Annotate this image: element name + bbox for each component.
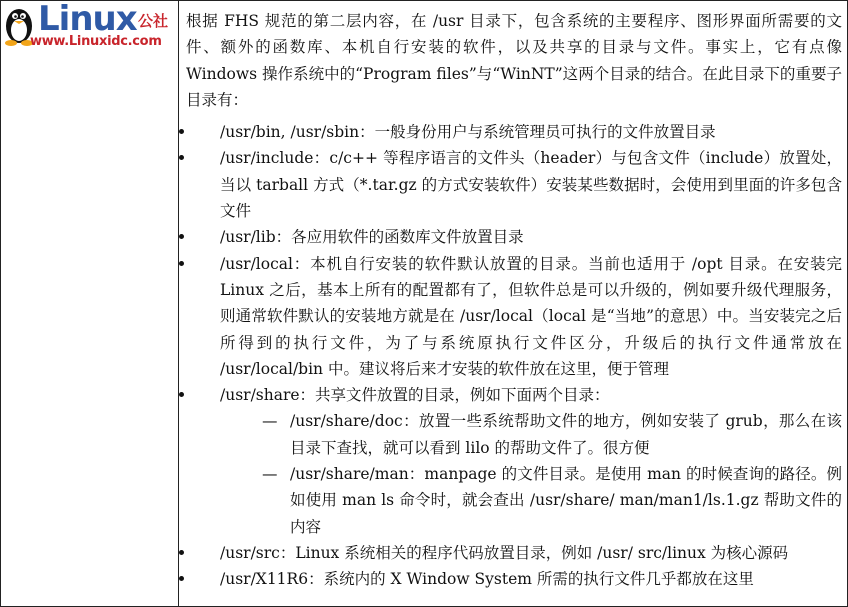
sub-list-item bbox=[250, 461, 842, 540]
logo-url: www.Linuxidc.com bbox=[30, 34, 162, 49]
list-item bbox=[186, 251, 842, 382]
list-item bbox=[186, 382, 842, 408]
list-item-text: /usr/local：本机自行安装的软件默认放置的目录。当前也适用于 /opt 目录。在安装完 Linux 之后，基本上所有的配置都有了，但软件总是可以升级的，例如要升级代理服务，则通常软件默认的安装地方就是在 /usr/local（local 是“当地”的意思）中。当安装完之后所得到的执行文件，为了与系统原执行文件区分，升级后的执行文件通常放在 /usr/local/bin 中。建议将后来才安装的软件放在这里，便于管理 bbox=[220, 254, 842, 378]
list-item-text: /usr/share：共享文件放置的目录，例如下面两个目录： bbox=[220, 386, 610, 405]
dash-icon: — bbox=[262, 465, 278, 484]
list-item-text: /usr/include：c/c++ 等程序语言的文件头（header）与包含文件（include）放置处，当以 tarball 方式（*.tar.gz 的方式安装软件）安装某些数据时，会使用到里面的许多包含文件 bbox=[220, 149, 842, 221]
dash-icon: — bbox=[262, 412, 278, 431]
list-item bbox=[186, 145, 842, 224]
column-divider bbox=[178, 0, 179, 607]
list-item bbox=[186, 119, 842, 145]
list-item-text: /usr/src：Linux 系统相关的程序代码放置目录，例如 /usr/ src/linux 为核心源码 bbox=[220, 543, 789, 562]
sub-list-item-text: /usr/share/man：manpage 的文件目录。是使用 man 的时候查询的路径。例如使用 man ls 命令时，就会查出 /usr/share/ man/man1/ls.1.gz 帮助文件的内容 bbox=[290, 465, 842, 536]
list-item bbox=[186, 224, 842, 250]
sub-list-item bbox=[250, 408, 842, 461]
list-item-text: /usr/lib：各应用软件的函数库文件放置目录 bbox=[220, 228, 524, 247]
logo-brand-text: Linux bbox=[38, 0, 137, 39]
intro-paragraph: 根据 FHS 规范的第二层内容，在 /usr 目录下，包含系统的主要程序、图形界面所需要的文件、额外的函数库、本机自行安装的软件，以及共享的目录与文件。事实上，它有点像 Windows 操作系统中的“Program files”与“WinNT”这两个目录的结合。在此目录下的重要子目录有： bbox=[186, 12, 842, 109]
site-logo bbox=[0, 0, 178, 52]
list-item bbox=[186, 566, 842, 592]
list-item-text: /usr/X11R6：系统内的 X Window System 所需的执行文件几乎都放在这里 bbox=[220, 570, 754, 589]
list-item bbox=[186, 540, 842, 566]
list-item-text: /usr/bin, /usr/sbin：一般身份用户与系统管理员可执行的文件放置目录 bbox=[220, 123, 716, 142]
sub-list-item-text: /usr/share/doc：放置一些系统帮助文件的地方，例如安装了 grub，那么在该目录下查找，就可以看到 lilo 的帮助文件了。很方便 bbox=[290, 412, 842, 457]
bullet-icon bbox=[179, 550, 184, 555]
document-body bbox=[186, 8, 842, 593]
logo-brand-cn: 公社 bbox=[138, 12, 169, 30]
bullet-icon bbox=[179, 261, 184, 266]
